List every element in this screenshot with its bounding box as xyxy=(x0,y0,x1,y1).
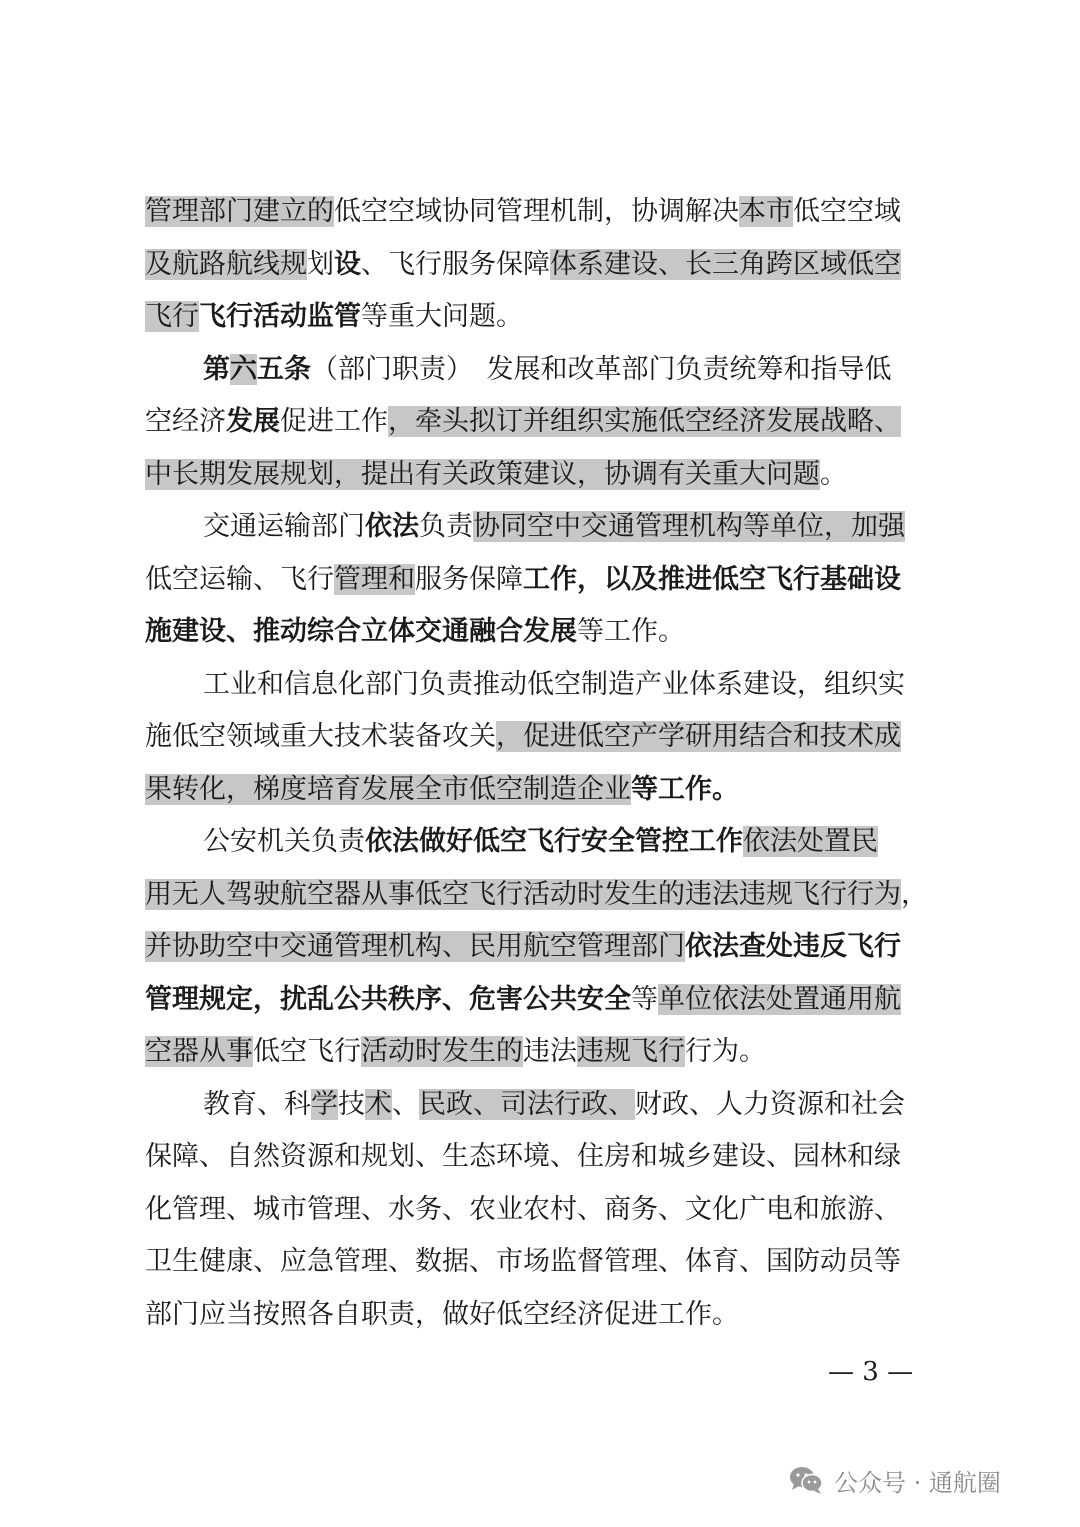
text-segment: 公安机关负责 xyxy=(203,826,365,857)
highlighted-text-segment: 管理和 xyxy=(334,563,415,595)
text-line xyxy=(145,816,945,869)
text-line xyxy=(145,1131,945,1184)
text-segment: 促进工作 xyxy=(280,406,388,437)
text-segment: 等工作。 xyxy=(631,773,739,805)
text-segment: 工作，以及推进低空飞行基础设 xyxy=(523,563,901,595)
text-segment: 化管理、城市管理、水务、农业农村、商务、文化广电和旅游、 xyxy=(145,1193,901,1225)
highlighted-text-segment: 及航路航线规 xyxy=(145,248,307,280)
document-body xyxy=(145,186,945,1341)
text-segment: 划 xyxy=(307,248,334,280)
highlighted-text-segment: 协同空中交通管理机构等单位，加强 xyxy=(473,511,905,542)
text-segment: 依法 xyxy=(365,511,419,542)
highlighted-text-segment: 活动时发生的 xyxy=(361,1036,523,1067)
page-number: — 3 — xyxy=(828,1357,914,1387)
text-line xyxy=(145,1236,945,1289)
wechat-icon xyxy=(788,1465,824,1495)
text-segment: 负责 xyxy=(419,511,473,542)
text-segment: 设 xyxy=(334,248,361,280)
watermark xyxy=(788,1460,1001,1500)
highlighted-text-segment: 六 xyxy=(230,353,257,385)
text-segment: ， xyxy=(901,878,928,910)
text-segment: 、 xyxy=(392,1088,419,1120)
highlighted-text-segment: ，促进低空产学研用结合和技术成 xyxy=(496,721,901,752)
text-line xyxy=(145,396,945,449)
text-segment: 依法查处违反飞行 xyxy=(685,931,901,962)
text-line xyxy=(145,606,945,659)
highlighted-text-segment: 民政、司法行政、 xyxy=(419,1088,635,1120)
text-line xyxy=(145,1079,945,1132)
text-line xyxy=(145,186,945,239)
text-segment: 部门应当按照各自职责，做好低空经济促进工作。 xyxy=(145,1298,739,1330)
text-line xyxy=(145,659,945,712)
highlighted-text-segment: 学 xyxy=(311,1088,338,1120)
text-line xyxy=(145,764,945,817)
text-segment: 施建设、推动综合立体交通融合发展 xyxy=(145,616,577,647)
highlighted-text-segment: 术 xyxy=(365,1088,392,1120)
text-segment: （部门职责） 发展和改革部门负责统筹和指导低 xyxy=(311,353,892,385)
text-line xyxy=(145,554,945,607)
text-segment: 飞行活动监管 xyxy=(199,301,361,332)
highlighted-text-segment: 单位依法处置通用航 xyxy=(658,983,901,1015)
text-segment: 、飞行服务保障 xyxy=(361,248,550,280)
text-segment: 发展 xyxy=(226,406,280,437)
highlighted-text-segment: 果转化，梯度培育发展全市低空制造企业 xyxy=(145,773,631,805)
text-line xyxy=(145,869,945,922)
text-line xyxy=(145,1289,945,1342)
text-segment: 技 xyxy=(338,1088,365,1120)
text-segment: 工业和信息化部门负责推动低空制造产业体系建设，组织实 xyxy=(203,668,905,700)
highlighted-text-segment: 用无人驾驶航空器从事低空飞行活动时发生的违法违规飞行行为 xyxy=(145,878,901,910)
highlighted-text-segment: 长三角跨区域低空 xyxy=(685,248,901,280)
highlighted-text-segment: 体系建设、 xyxy=(550,248,685,280)
text-segment: 五条 xyxy=(257,353,311,385)
highlighted-text-segment: 本市 xyxy=(739,196,793,227)
text-line xyxy=(145,974,945,1027)
text-segment: 交通运输部门 xyxy=(203,511,365,542)
text-line xyxy=(145,291,945,344)
text-segment: 等 xyxy=(631,983,658,1015)
text-segment: 低空飞行 xyxy=(253,1036,361,1067)
text-segment: 施低空领域重大技术装备攻关 xyxy=(145,721,496,752)
text-line xyxy=(145,239,945,292)
highlighted-text-segment: 空器从事 xyxy=(145,1036,253,1067)
text-line xyxy=(145,449,945,502)
highlighted-text-segment: 依法处置民 xyxy=(743,826,878,857)
text-segment: 依法做好低空飞行安全管控工作 xyxy=(365,826,743,857)
text-segment: 等重大问题。 xyxy=(361,301,523,332)
highlighted-text-segment: ，牵头拟订并组织实施低空经济发展战略、 xyxy=(388,406,901,437)
text-segment: 低空空域 xyxy=(793,196,901,227)
highlighted-text-segment: 中长期发展规划，提出有关政策建议，协调有关重大问题 xyxy=(145,458,820,490)
text-line xyxy=(145,711,945,764)
watermark-text: 公众号 · 通航圈 xyxy=(834,1468,1001,1497)
text-line xyxy=(145,501,945,554)
text-segment: 违法 xyxy=(523,1036,577,1067)
text-line xyxy=(145,921,945,974)
text-segment: 低空空域协同管理机制，协调解决 xyxy=(334,196,739,227)
text-segment: 服务保障 xyxy=(415,563,523,595)
text-line xyxy=(145,344,945,397)
text-segment: 低空运输、飞行 xyxy=(145,563,334,595)
highlighted-text-segment: 管理部门建立的 xyxy=(145,196,334,227)
text-segment: 空经济 xyxy=(145,406,226,437)
text-segment: 财政、人力资源和社会 xyxy=(635,1088,905,1120)
highlighted-text-segment: 飞行 xyxy=(145,301,199,332)
text-segment: 保障、自然资源和规划、生态环境、住房和城乡建设、园林和绿 xyxy=(145,1141,901,1172)
text-segment: 等工作。 xyxy=(577,616,685,647)
text-segment: 管理规定，扰乱公共秩序、危害公共安全 xyxy=(145,983,631,1015)
text-line xyxy=(145,1184,945,1237)
highlighted-text-segment: 违规飞行 xyxy=(577,1036,685,1067)
text-line xyxy=(145,1026,945,1079)
text-segment: 。 xyxy=(820,458,847,490)
text-segment: 卫生健康、应急管理、数据、市场监督管理、体育、国防动员等 xyxy=(145,1246,901,1277)
text-segment: 教育、科 xyxy=(203,1088,311,1120)
text-segment: 行为。 xyxy=(685,1036,766,1067)
highlighted-text-segment: 并协助空中交通管理机构、民用航空管理部门 xyxy=(145,931,685,962)
text-segment: 第 xyxy=(203,353,230,385)
